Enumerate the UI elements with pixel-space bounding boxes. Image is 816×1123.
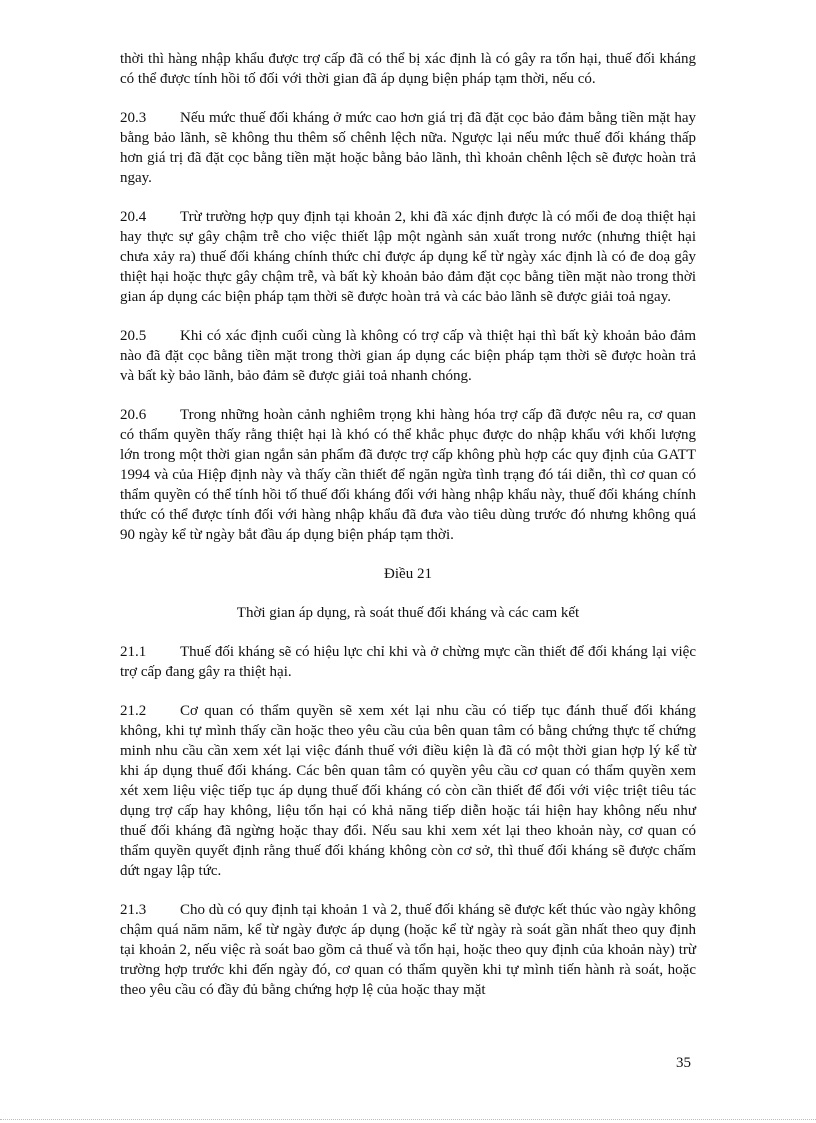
clause-20-4 bbox=[120, 207, 696, 307]
clause-text: Khi có xác định cuối cùng là không có trợ cấp và thiệt hại thì bất kỳ khoản bảo đảm nào đã đặt cọc bằng tiền mặt trong thời gian áp dụng các biện pháp tạm thời sẽ được hoàn trả và bất kỳ bảo lãnh, bảo đảm sẽ được giải toả nhanh chóng. bbox=[120, 328, 696, 384]
page-number: 35 bbox=[676, 1055, 691, 1071]
clause-20-6 bbox=[120, 405, 696, 545]
clause-text: Trừ trường hợp quy định tại khoản 2, khi đã xác định được là có mối đe doạ thiệt hại hay thực sự gây chậm trễ cho việc thiết lập một ngành sản xuất trong nước (nhưng thiệt hại chưa xảy ra) thuế đối kháng chính thức chỉ được áp dụng kể từ ngày xác định là có đe doạ gây thiệt hại hoặc thực gây chậm trễ, và bất kỳ khoản bảo đảm đặt cọc bằng tiền mặt nào trong thời gian áp dụng các biện pháp tạm thời sẽ được hoàn trả và các bảo lãnh sẽ được giải toả ngay. bbox=[120, 209, 696, 305]
page-bottom-divider bbox=[0, 1119, 816, 1120]
clause-number: 20.4 bbox=[120, 209, 147, 225]
clause-text: Trong những hoàn cảnh nghiêm trọng khi hàng hóa trợ cấp đã được nêu ra, cơ quan có thẩm quyền thấy rằng thiệt hại là khó có thể khắc phục được do nhập khẩu với khối lượng lớn trong một thời gian ngắn sản phẩm đã được trợ cấp không phù hợp các quy định của GATT 1994 và của Hiệp định này và thấy cần thiết để ngăn ngừa tình trạng đó tái diễn, thì cơ quan có thẩm quyền có thể tính hồi tố thuế đối kháng đối với hàng nhập khẩu này, thuế đối kháng chính thức có thể được tính đối với hàng nhập khẩu đã đưa vào tiêu dùng trước đó nhưng không quá 90 ngày kể từ ngày bắt đầu áp dụng biện pháp tạm thời. bbox=[120, 407, 696, 543]
clause-21-3 bbox=[120, 900, 696, 1000]
clause-number: 21.1 bbox=[120, 644, 147, 660]
clause-number: 21.3 bbox=[120, 902, 147, 918]
clause-text: Thuế đối kháng sẽ có hiệu lực chỉ khi và ở chừng mực cần thiết để đối kháng lại việc trợ cấp đang gây ra thiệt hại. bbox=[120, 644, 696, 680]
clause-text: Nếu mức thuế đối kháng ở mức cao hơn giá trị đã đặt cọc bảo đảm bằng tiền mặt hay bằng bảo lãnh, sẽ không thu thêm số chênh lệch nữa. Ngược lại nếu mức thuế đối kháng thấp hơn giá trị đã đặt cọc bằng tiền mặt hoặc bằng bảo lãnh, thì khoản chênh lệch sẽ được hoàn trả ngay. bbox=[120, 110, 696, 186]
clause-text: Cơ quan có thẩm quyền sẽ xem xét lại nhu cầu có tiếp tục đánh thuế đối kháng không, khi tự mình thấy cần hoặc theo yêu cầu của bên quan tâm có bằng chứng thực tế chứng minh nhu cầu cần xem xét lại việc đánh thuế với điều kiện là đã có một thời gian hợp lý kể từ khi áp dụng thuế đối kháng. Các bên quan tâm có quyền yêu cầu cơ quan có thẩm quyền xem xét xem liệu việc tiếp tục áp dụng thuế đối kháng có còn cần thiết để đối với việc triệt tiêu tác dụng trợ cấp hay không, liệu tổn hại có khả năng tiếp diễn hoặc tái hiện hay không nếu như thuế đối kháng đã ngừng hoặc thay đổi. Nếu sau khi xem xét lại theo khoản này, cơ quan có thẩm quyền quyết định rằng thuế đối kháng không còn cơ sở, thì thuế đối kháng sẽ được chấm dứt ngay lập tức. bbox=[120, 703, 696, 879]
intro-paragraph: thời thì hàng nhập khẩu được trợ cấp đã có thể bị xác định là có gây ra tổn hại, thuế đối kháng có thể được tính hồi tố đối với thời gian đã áp dụng biện pháp tạm thời, nếu có. bbox=[120, 51, 696, 87]
clause-21-2 bbox=[120, 701, 696, 881]
clause-20-5 bbox=[120, 326, 696, 386]
clause-number: 20.5 bbox=[120, 328, 147, 344]
article-title: Điều 21 bbox=[384, 566, 432, 582]
clause-number: 20.6 bbox=[120, 407, 147, 423]
clause-20-3 bbox=[120, 108, 696, 188]
document-page bbox=[120, 49, 696, 1019]
clause-21-1 bbox=[120, 642, 696, 682]
clause-text: Cho dù có quy định tại khoản 1 và 2, thuế đối kháng sẽ được kết thúc vào ngày không chậm quá năm năm, kể từ ngày được áp dụng (hoặc kể từ ngày rà soát gần nhất theo quy định tại khoản 2, nếu việc rà soát bao gồm cả thuế và tổn hại, hoặc theo quy định của khoản này) trừ trường hợp trước khi đến ngày đó, cơ quan có thẩm quyền khi tự mình tiến hành rà soát, hoặc theo yêu cầu có đầy đủ bằng chứng hợp lệ của hoặc thay mặt bbox=[120, 902, 696, 998]
article-subtitle: Thời gian áp dụng, rà soát thuế đối kháng và các cam kết bbox=[236, 605, 580, 621]
clause-number: 21.2 bbox=[120, 703, 147, 719]
clause-number: 20.3 bbox=[120, 110, 147, 126]
